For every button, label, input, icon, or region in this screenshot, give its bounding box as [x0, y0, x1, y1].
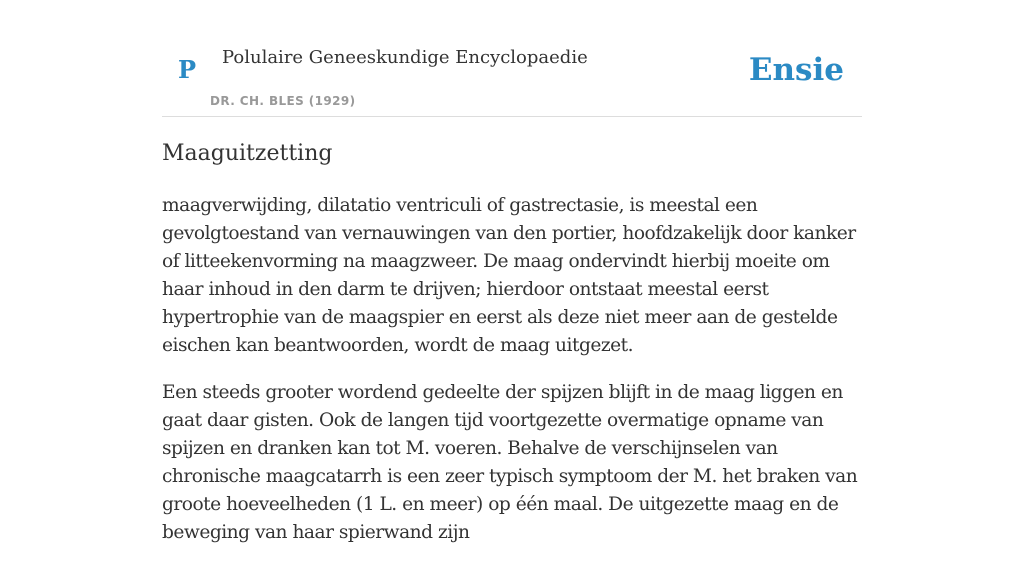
ensie-logo-link[interactable]: Ensie	[748, 52, 844, 88]
article-paragraph: maagverwijding, dilatatio ventriculi of gastrectasie, is meestal een gevolgtoestand van vernauwingen van den portier, hoofdzakelijk door kanker of litteekenvorming na maagzweer. De maag ondervindt hierbij moeite om haar inhoud in den darm te drijven; hierdoor ontstaat meestal eerst hypertrophie van de maagspier en eerst als deze niet meer aan de gestelde eischen kan beantwoorden, wordt de maag uitgezet.	[162, 195, 856, 356]
book-author: DR. CH. BLES (1929)	[210, 94, 356, 108]
book-title-link[interactable]: Polulaire Geneeskundige Encyclopaedie	[222, 47, 588, 68]
article-body	[162, 192, 862, 566]
site-header	[162, 0, 862, 117]
article-paragraph: Een steeds grooter wordend gedeelte der spijzen blijft in de maag liggen en gaat daar gisten. Ook de langen tijd voortgezette overmatige opname van spijzen en dranken kan tot M. voeren. Behalve de verschijnselen van chronische maagcatarrh is een zeer typisch symptoom der M. het braken van groote hoeveelheden (1 L. en meer) op één maal. De uitgezette maag en de beweging van haar spierwand zijn	[162, 382, 858, 543]
page-title: Maaguitzetting	[162, 141, 333, 166]
book-logo-icon[interactable]: P	[178, 55, 197, 84]
